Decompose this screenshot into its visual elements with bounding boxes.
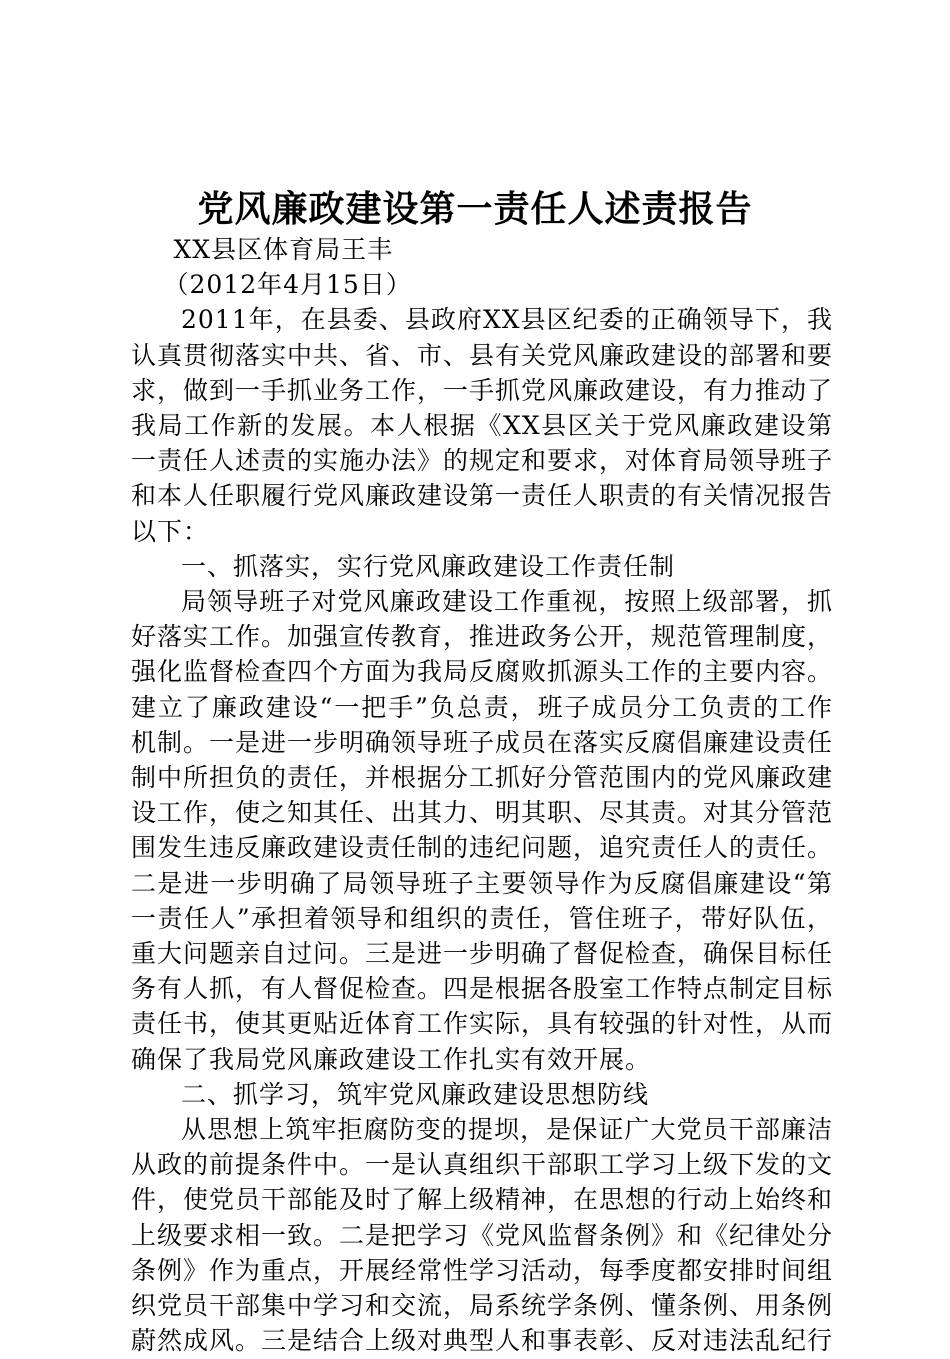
section-heading-2: 二、抓学习，筑牢党风廉政建设思想防线 bbox=[181, 1079, 650, 1109]
paragraph-section-1: 局领导班子对党风廉政建设工作重视，按照上级部署，抓好落实工作。加强宣传教育，推进政务公开，规范管理制度，强化监督检查四个方面为我局反腐败抓源头工作的主要内容。建立了廉政建设“一把手”负总责，班子成员分工负责的工作机制。一是进一步明确领导班子成员在落实反腐倡廉建设责任制中所担负的责任，并根据分工抓好分管范围内的党风廉政建设工作，使之知其任、出其力、明其职、尽其责。对其分管范围发生违反廉政建设责任制的违纪问题，追究责任人的责任。二是进一步明确了局领导班子主要领导作为反腐倡廉建设“第一责任人”承担着领导和组织的责任，管住班子，带好队伍，重大问题亲自过问。三是进一步明确了督促检查，确保目标任务有人抓，有人督促检查。四是根据各股室工作特点制定目标责任书，使其更贴近体育工作实际，具有较强的针对性，从而确保了我局党风廉政建设工作扎实有效开展。 bbox=[131, 587, 834, 1074]
paragraph-section-2: 从思想上筑牢拒腐防变的提坝，是保证广大党员干部廉洁从政的前提条件中。一是认真组织干部职工学习上级下发的文件，使党员干部能及时了解上级精神，在思想的行动上始终和上级要求相一致。二是把学习《党风监督条例》和《纪律处分条例》作为重点，开展经常性学习活动，每季度都安排时间组织党员干部集中学习和交流，局系统学条例、懂条例、用条例蔚然成风。三是结合上级对典型人和事表彰、反对违法乱纪行 bbox=[131, 1115, 834, 1356]
document-title: 党风廉政建设第一责任人述责报告 bbox=[197, 188, 753, 230]
paragraph-intro: 2011年，在县委、县政府XX县区纪委的正确领导下，我认真贯彻落实中共、省、市、县有关党风廉政建设的部署和要求，做到一手抓业务工作，一手抓党风廉政建设，有力推动了我局工作新的发展。本人根据《XX县区关于党风廉政建设第一责任人述责的实施办法》的规定和要求，对体育局领导班子和本人任职履行党风廉政建设第一责任人职责的有关情况报告以下： bbox=[131, 305, 834, 546]
document-body bbox=[131, 232, 833, 1359]
date-line: （2012年4月15日） bbox=[163, 270, 412, 300]
author-line: XX县区体育局王丰 bbox=[173, 235, 394, 264]
section-heading-1: 一、抓落实，实行党风廉政建设工作责任制 bbox=[181, 551, 676, 581]
